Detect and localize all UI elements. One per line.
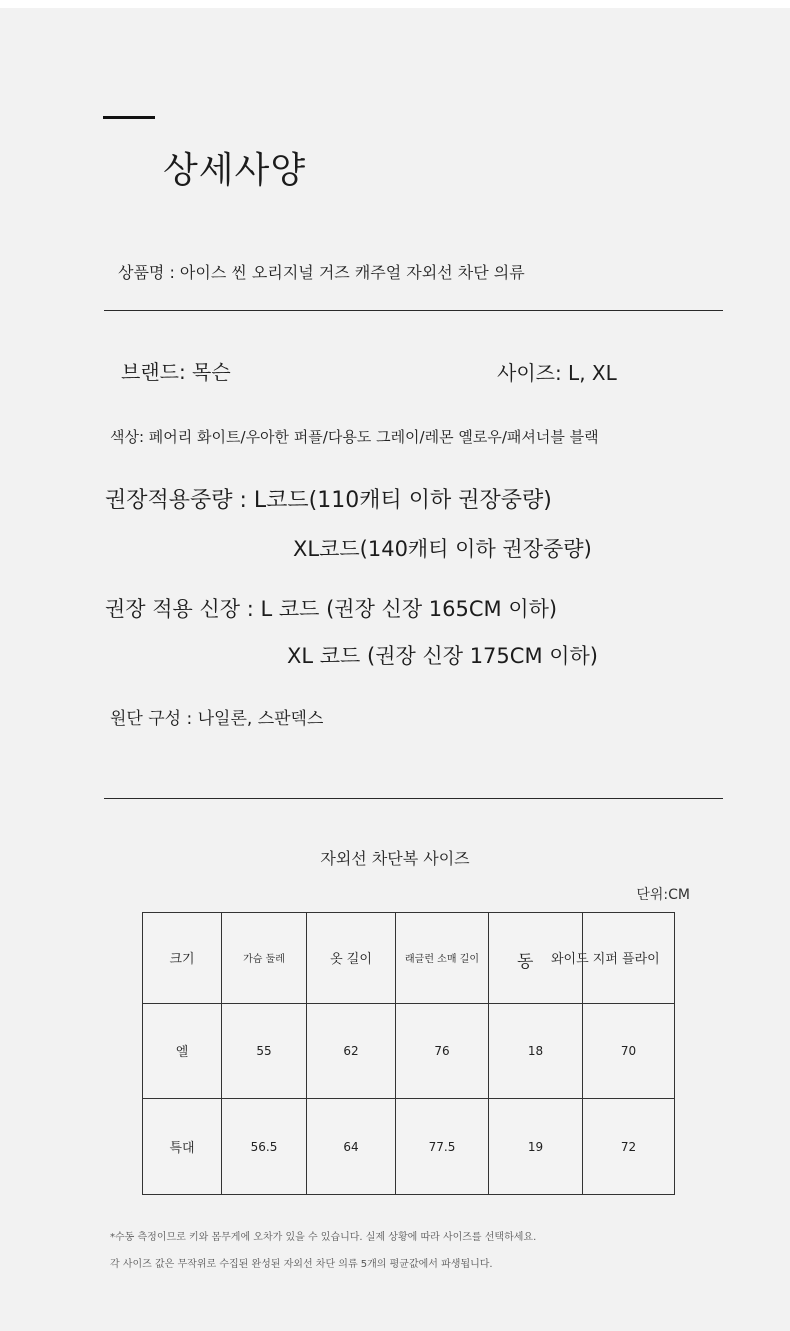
divider-bottom bbox=[104, 798, 723, 799]
header-wide-zipper-fly: 와이드 지퍼 플라이 bbox=[551, 913, 643, 1004]
table-cell: 72 bbox=[583, 1099, 675, 1195]
brand: 브랜드: 목슨 bbox=[121, 360, 231, 384]
table-cell: 70 bbox=[583, 1003, 675, 1099]
sizes: 사이즈: L, XL bbox=[497, 361, 617, 385]
colors: 색상: 페어리 화이트/우아한 퍼플/다용도 그레이/레몬 옐로우/패셔너블 블랙 bbox=[110, 428, 599, 446]
table-row bbox=[143, 1099, 675, 1195]
size-table-title: 자외선 차단복 사이즈 bbox=[320, 849, 470, 868]
title-accent-bar bbox=[103, 116, 155, 119]
table-cell: 19 bbox=[489, 1099, 583, 1195]
fabric: 원단 구성 : 나일론, 스판덱스 bbox=[110, 709, 324, 729]
page-title: 상세사양 bbox=[163, 150, 307, 191]
unit-label: 단위:CM bbox=[636, 887, 690, 903]
header-length: 옷 길이 bbox=[307, 913, 396, 1004]
table-cell: 55 bbox=[222, 1003, 307, 1099]
height-l: 권장 적용 신장 : L 코드 (권장 신장 165CM 이하) bbox=[105, 597, 558, 621]
table-cell: 18 bbox=[489, 1003, 583, 1099]
table-cell: 62 bbox=[307, 1003, 396, 1099]
divider-top bbox=[104, 310, 723, 311]
height-xl: XL 코드 (권장 신장 175CM 이하) bbox=[287, 644, 598, 668]
table-cell: 77.5 bbox=[396, 1099, 489, 1195]
weight-l: 권장적용중량 : L코드(110캐티 이하 권장중량) bbox=[105, 488, 552, 513]
size-table bbox=[142, 912, 675, 1195]
table-header-row bbox=[143, 913, 675, 1004]
note-average: 각 사이즈 값은 무작위로 수집된 완성된 자외선 차단 의류 5개의 평균값에서 파생됩니다. bbox=[110, 1259, 493, 1270]
table-cell: 특대 bbox=[143, 1099, 222, 1195]
product-name: 상품명 : 아이스 씬 오리지널 거즈 캐주얼 자외선 차단 의류 bbox=[118, 263, 525, 282]
note-measurement: *수동 측정이므로 키와 몸무게에 오차가 있을 수 있습니다. 실제 상황에 따라 사이즈를 선택하세요. bbox=[110, 1232, 537, 1243]
header-chest: 가슴 둘레 bbox=[222, 913, 307, 1004]
header-dong: 동 bbox=[489, 913, 583, 1004]
header-raglan-sleeve: 래글런 소매 길이 bbox=[396, 913, 489, 1004]
spec-page bbox=[0, 8, 790, 1331]
table-cell: 64 bbox=[307, 1099, 396, 1195]
table-cell: 엘 bbox=[143, 1003, 222, 1099]
table-cell: 76 bbox=[396, 1003, 489, 1099]
table-cell: 56.5 bbox=[222, 1099, 307, 1195]
weight-xl: XL코드(140캐티 이하 권장중량) bbox=[293, 537, 592, 561]
header-size: 크기 bbox=[143, 913, 222, 1004]
table-row bbox=[143, 1003, 675, 1099]
